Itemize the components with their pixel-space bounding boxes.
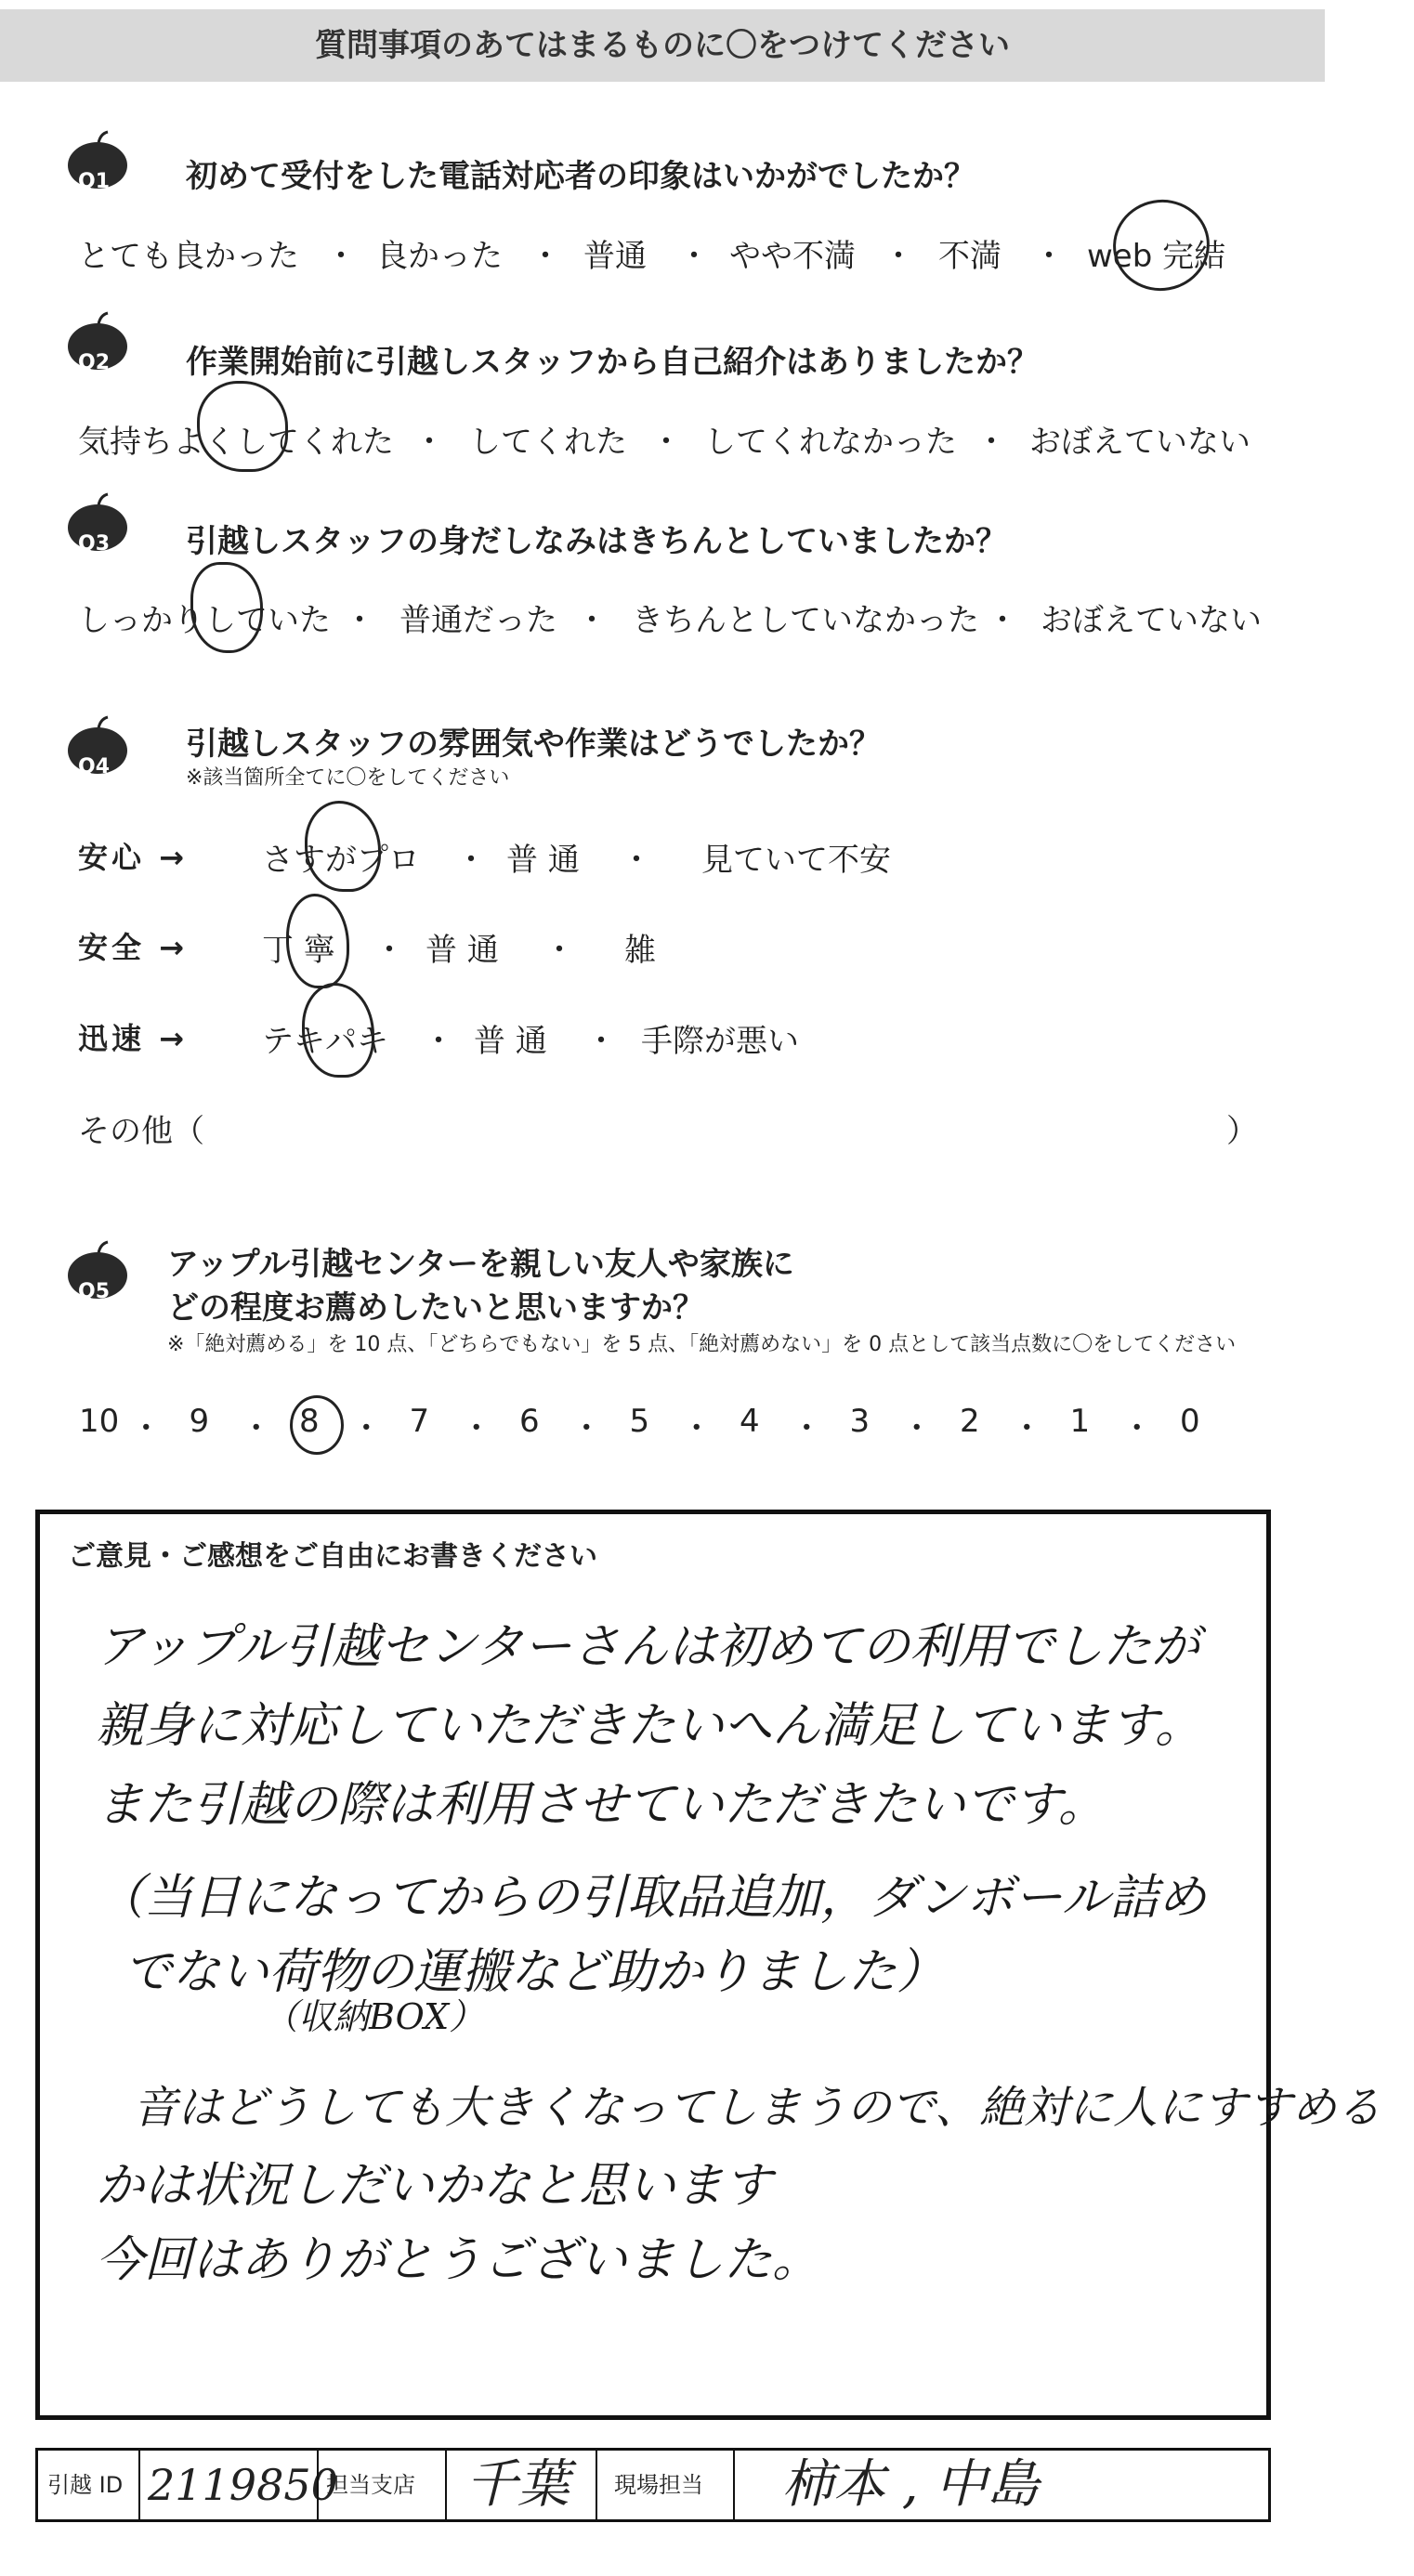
- q4-jinsoku-option-2[interactable]: 普 通: [474, 1023, 547, 1060]
- q5-score-5[interactable]: 5: [629, 1403, 650, 1440]
- q5-question-line1: アップル引越センターを親しい友人や家族に: [167, 1246, 794, 1283]
- footer-id-value: 2119850: [148, 2460, 338, 2510]
- q1-selection-circle: [1106, 192, 1216, 299]
- q3-option-2[interactable]: 普通だった: [399, 602, 557, 639]
- q5-separator: ・: [350, 1410, 383, 1447]
- q5-score-3[interactable]: 3: [849, 1403, 871, 1440]
- footer-id-label: 引越 ID: [38, 2451, 140, 2519]
- q5-selection-circle: [290, 1395, 344, 1455]
- q1-badge: Q1: [78, 170, 111, 193]
- q4-other-label: その他（: [78, 1113, 204, 1150]
- q5-separator: ・: [680, 1410, 713, 1447]
- q5-separator: ・: [130, 1410, 163, 1447]
- comment-line-3: また引越の際は利用させていただきたいです。: [96, 1777, 1106, 1833]
- q5-question-line2: どの程度お薦めしたいと思いますか？: [167, 1289, 704, 1327]
- q2-option-4[interactable]: おぼえていない: [1029, 424, 1250, 461]
- q5-separator: ・: [900, 1410, 933, 1447]
- q4-anshin-option-2[interactable]: 普 通: [506, 842, 580, 879]
- q2-badge: Q2: [78, 351, 111, 374]
- comment-line-1: アップル引越センターさんは初めての利用でしたが: [96, 1619, 1200, 1675]
- q2-selection-circle: [197, 381, 288, 472]
- q1-option-3[interactable]: 普通: [583, 238, 647, 275]
- q1-option-5[interactable]: 不満: [938, 238, 1002, 275]
- q4-other-input[interactable]: [209, 1105, 1222, 1146]
- q5-score-row: [0, 1403, 1414, 1458]
- q1-option-2[interactable]: 良かった: [376, 238, 503, 275]
- q5-score-2[interactable]: 2: [960, 1403, 980, 1440]
- q5-score-9[interactable]: 9: [189, 1403, 210, 1440]
- footer-branch-value: 千葉: [465, 2454, 570, 2515]
- q4-question: 引越しスタッフの雰囲気や作業はどうでしたか？: [186, 726, 881, 763]
- comment-line-4: （当日になってからの引取品追加，ダンボール詰め: [96, 1870, 1207, 1926]
- q5-score-4[interactable]: 4: [740, 1403, 760, 1440]
- q3-option-4[interactable]: おぼえていない: [1041, 602, 1262, 639]
- q3-option-1[interactable]: しっかりしていた: [78, 602, 331, 639]
- q1-option-6[interactable]: web 完結: [1087, 238, 1226, 275]
- comment-line-2: 親身に対応していただきたいへん満足しています。: [96, 1698, 1203, 1754]
- q5-separator: ・: [1120, 1410, 1153, 1447]
- q5-separator: ・: [1011, 1410, 1043, 1447]
- q5-badge: Q5: [78, 1280, 111, 1303]
- q1-option-4[interactable]: やや不満: [729, 238, 856, 275]
- q5-score-10[interactable]: 10: [79, 1403, 120, 1440]
- comments-box: [35, 1510, 1381, 2420]
- q4-row-label-anshin: 安心 →: [78, 840, 188, 875]
- q5-note: ※「絶対薦める」を 10 点、「どちらでもない」を 5 点、「絶対薦めない」を 0 点として該当点数に〇をしてください: [167, 1333, 1237, 1356]
- q5-separator: ・: [240, 1410, 272, 1447]
- q3-option-3[interactable]: きちんとしていなかった: [632, 602, 979, 639]
- q2-option-1[interactable]: 気持ちよくしてくれた: [78, 424, 394, 461]
- q3-question: 引越しスタッフの身だしなみはきちんとしていましたか？: [186, 523, 1007, 560]
- q4-jinsoku-option-1[interactable]: テキパキ: [262, 1023, 388, 1060]
- q4-jinsoku-selection-circle: [302, 983, 374, 1078]
- q1-option-1[interactable]: とても良かった: [78, 238, 299, 275]
- q4-anzen-selection-circle: [286, 894, 349, 988]
- footer-branch-label: 担当支店: [317, 2451, 447, 2519]
- footer-staff-label: 現場担当: [605, 2451, 735, 2519]
- q4-note: ※該当箇所全てに〇をしてください: [186, 766, 510, 790]
- q5-score-8[interactable]: 8: [299, 1403, 320, 1440]
- q4-anshin-option-1[interactable]: さすがプロ: [262, 842, 420, 879]
- instruction-header: 質問事項のあてはまるものに〇をつけてください: [0, 9, 1325, 82]
- q4-anshin-option-3[interactable]: 見ていて不安: [701, 842, 891, 879]
- q4-anzen-option-3[interactable]: 雑: [624, 932, 656, 969]
- q5-separator: ・: [570, 1410, 603, 1447]
- q4-anshin-selection-circle: [305, 801, 381, 892]
- comments-title: ご意見・ご感想をご自由にお書きください: [68, 1540, 597, 1573]
- q5-score-0[interactable]: 0: [1180, 1403, 1200, 1440]
- comment-line-5: でない荷物の運搬など助かりました）: [124, 1944, 946, 2000]
- q5-separator: ・: [791, 1410, 823, 1447]
- comment-line-6: （収納BOX）: [263, 1996, 485, 2037]
- q3-badge: Q3: [78, 532, 111, 556]
- q5-separator: ・: [460, 1410, 492, 1447]
- q4-anzen-option-2[interactable]: 普 通: [426, 932, 499, 969]
- q4-anzen-option-1[interactable]: 丁 寧: [262, 932, 335, 969]
- footer-staff-value: 柿本 , 中島: [781, 2454, 1040, 2515]
- q4-row-label-jinsoku: 迅速 →: [78, 1021, 188, 1056]
- q5-score-1[interactable]: 1: [1069, 1403, 1091, 1440]
- comment-line-7: 音はどうしても大きくなってしまうので、絶対に人にすすめる: [133, 2082, 1381, 2134]
- q2-option-2[interactable]: してくれた: [469, 424, 627, 461]
- q4-badge: Q4: [78, 755, 111, 778]
- q4-other-close: ）: [1226, 1113, 1258, 1150]
- q4-jinsoku-option-3[interactable]: 手際が悪い: [641, 1023, 799, 1060]
- q4-row-label-anzen: 安全 →: [78, 930, 188, 965]
- q2-question: 作業開始前に引越しスタッフから自己紹介はありましたか？: [186, 344, 1039, 381]
- q2-option-3[interactable]: してくれなかった: [704, 424, 957, 461]
- q1-question: 初めて受付をした電話対応者の印象はいかがでしたか？: [186, 158, 975, 195]
- q5-score-6[interactable]: 6: [519, 1403, 540, 1440]
- comment-line-8: かは状況しだいかなと思います: [96, 2158, 773, 2214]
- comment-line-9: 今回はありがとうございました。: [96, 2232, 821, 2288]
- q3-selection-circle: [190, 562, 263, 653]
- q5-score-7[interactable]: 7: [409, 1403, 430, 1440]
- footer-table: [35, 2448, 1271, 2522]
